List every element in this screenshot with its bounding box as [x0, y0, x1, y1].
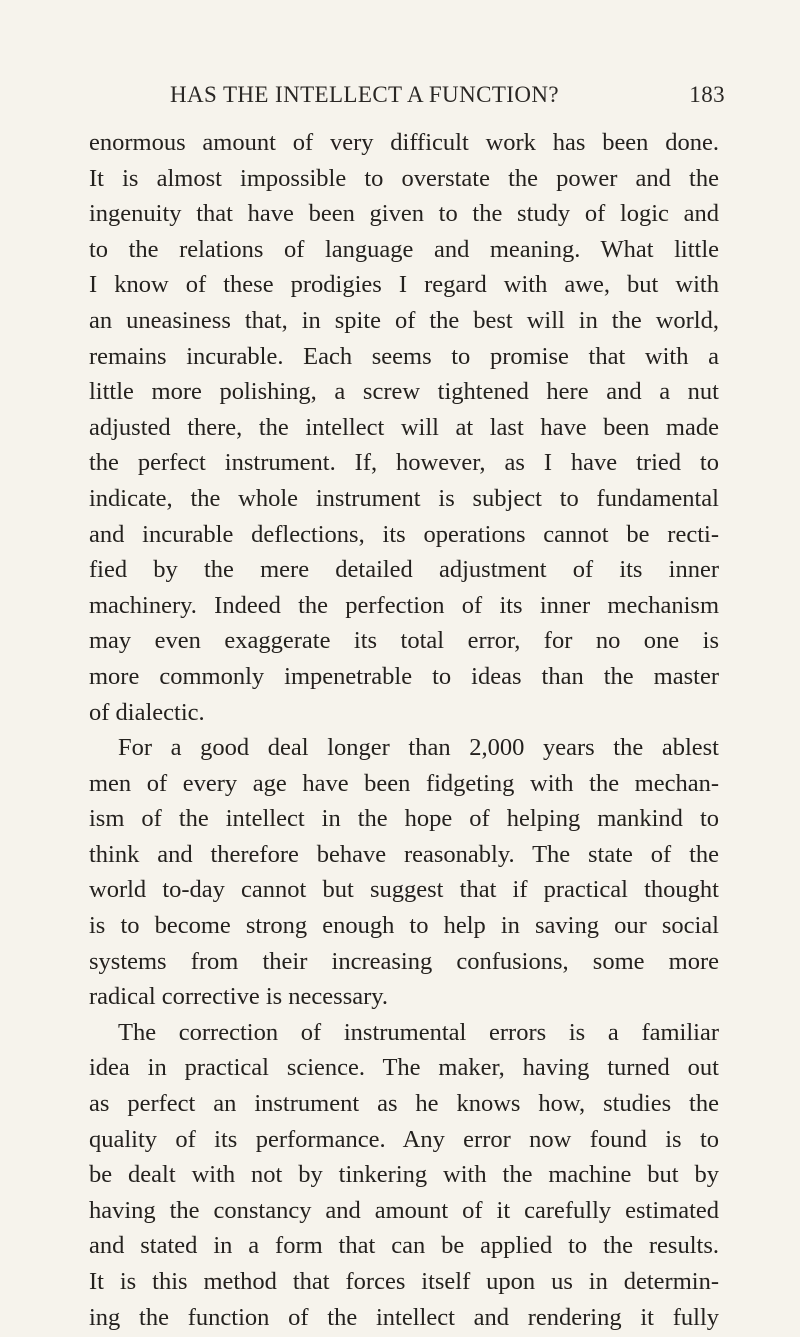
- text-line: machinery. Indeed the perfection of its inner mechanism: [89, 591, 719, 619]
- text-line: as perfect an instrument as he knows how, studies the: [89, 1090, 719, 1118]
- text-line: ing the function of the intellect and rendering it fully: [89, 1303, 719, 1331]
- text-line: idea in practical science. The maker, having turned out: [89, 1054, 719, 1082]
- text-line: men of every age have been fidgeting with the mechan-: [89, 769, 719, 797]
- text-line: the perfect instrument. If, however, as I have tried to: [89, 449, 719, 477]
- text-line: enormous amount of very difficult work has been done.: [89, 129, 719, 156]
- paragraph-end-line: of dialectic.: [89, 698, 205, 726]
- text-line: an uneasiness that, in spite of the best will in the world,: [89, 306, 719, 334]
- text-line: It is almost impossible to overstate the power and the: [89, 164, 719, 192]
- text-line: systems from their increasing confusions, some more: [89, 947, 719, 975]
- text-line: remains incurable. Each seems to promise that with a: [89, 342, 719, 370]
- text-line: to the relations of language and meaning. What little: [89, 235, 719, 263]
- paragraph-first-line: For a good deal longer than 2,000 years the ablest: [118, 734, 719, 762]
- page-number: 183: [689, 82, 725, 107]
- text-line: ingenuity that have been given to the study of logic and: [89, 200, 719, 228]
- text-line: world to-day cannot but suggest that if practical thought: [89, 876, 719, 904]
- text-line: having the constancy and amount of it carefully estimated: [89, 1196, 719, 1224]
- text-line: ism of the intellect in the hope of helping mankind to: [89, 805, 719, 833]
- text-line: be dealt with not by tinkering with the machine but by: [89, 1161, 719, 1189]
- text-line: adjusted there, the intellect will at last have been made: [89, 413, 719, 441]
- text-line: It is this method that forces itself upon us in determin-: [89, 1268, 719, 1295]
- text-line: quality of its performance. Any error now found is to: [89, 1125, 719, 1153]
- text-line: may even exaggerate its total error, for no one is: [89, 627, 719, 655]
- text-line: indicate, the whole instrument is subject to fundamental: [89, 484, 719, 512]
- text-line: and incurable deflections, its operations cannot be recti-: [89, 520, 719, 548]
- text-line: think and therefore behave reasonably. The state of the: [89, 840, 719, 868]
- body-text: [89, 125, 719, 1335]
- paragraph-end-line: radical corrective is necessary.: [89, 983, 389, 1011]
- text-line: is to become strong enough to help in saving our social: [89, 912, 719, 940]
- text-line: and stated in a form that can be applied to the results.: [89, 1232, 719, 1260]
- text-line: I know of these prodigies I regard with awe, but with: [89, 271, 719, 299]
- running-title: HAS THE INTELLECT A FUNCTION?: [170, 82, 559, 107]
- running-head: [0, 76, 800, 110]
- text-line: little more polishing, a screw tightened here and a nut: [89, 378, 719, 406]
- text-line: more commonly impenetrable to ideas than the master: [89, 662, 719, 690]
- paragraph-first-line: The correction of instrumental errors is a familiar: [118, 1018, 719, 1046]
- text-line: fied by the mere detailed adjustment of its inner: [89, 556, 719, 584]
